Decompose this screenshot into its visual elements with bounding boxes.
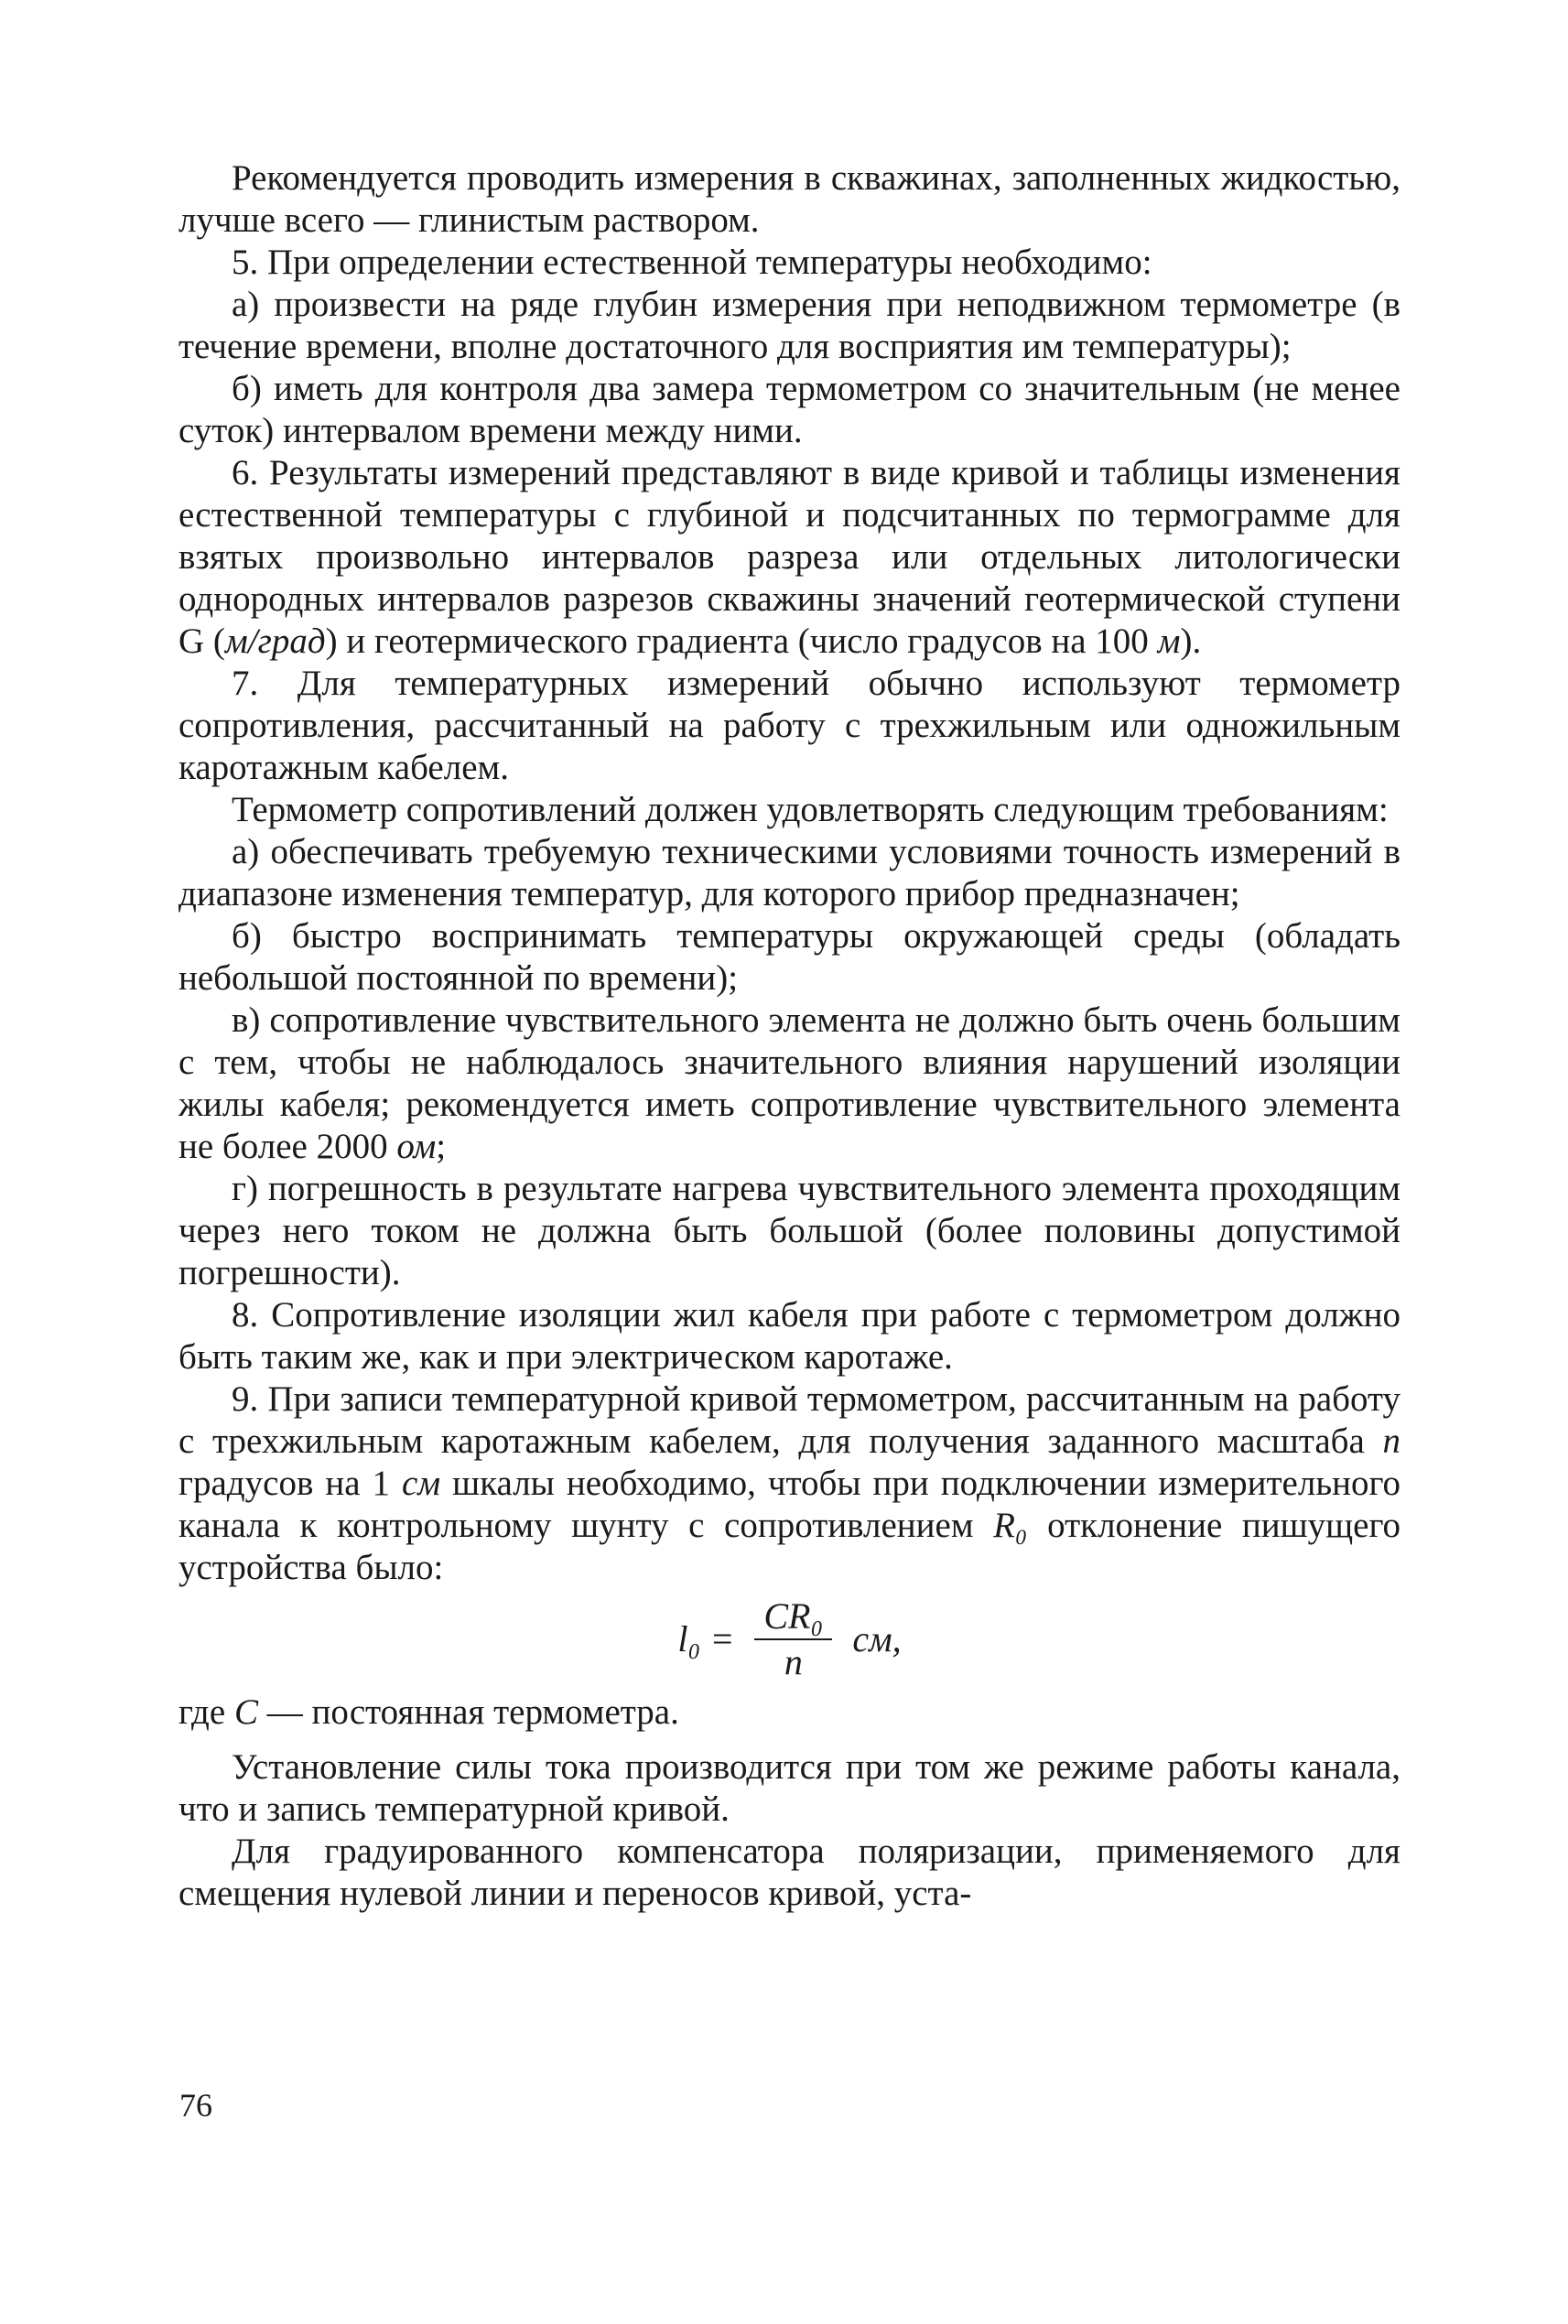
formula-fraction — [754, 1595, 832, 1682]
paragraph-text: а) обеспечивать требуемую техническими условиями точность измерений в диапазоне изменения температур, для которого прибор предназначен; — [178, 832, 1400, 913]
page-number: 76 — [179, 2087, 212, 2124]
paragraph-text: Термометр сопротивлений должен удовлетворять следующим требованиям: — [232, 790, 1389, 829]
paragraph-text: Для градуированного компенсатора поляризации, применяемого для смещения нулевой линии и переносов кривой, уста- — [178, 1832, 1400, 1913]
paragraph-requirement-g — [178, 1168, 1400, 1294]
paragraph-requirement-b — [178, 915, 1400, 1000]
symbol-r0: R₀ — [993, 1506, 1028, 1545]
formula-lhs: l₀ = — [677, 1618, 735, 1659]
paragraph-text: б) быстро воспринимать температуры окружающей среды (обладать небольшой постоянной по времени); — [178, 916, 1400, 998]
unit-cm: см — [401, 1464, 441, 1503]
paragraph-text: а) произвести на ряде глубин измерения при неподвижном термометре (в течение времени, вполне достаточного для восприятия им температуры); — [178, 285, 1400, 366]
paragraph-current-setting — [178, 1746, 1400, 1831]
paragraph-text: градусов на 1 — [178, 1464, 402, 1503]
paragraph-recommendation — [178, 157, 1400, 242]
formula-unit: см, — [852, 1618, 902, 1659]
paragraph-where-c — [178, 1692, 1400, 1734]
unit-m: м — [1157, 622, 1181, 661]
formula-l0 — [178, 1595, 1400, 1682]
paragraph-item-9 — [178, 1378, 1400, 1589]
paragraph-item-8 — [178, 1294, 1400, 1378]
paragraph-text: в) сопротивление чувствительного элемента не должно быть очень большим с тем, чтобы не наблюдалось значительного влияния нарушений изоляции жилы кабеля; рекомендуется иметь сопротивление чувствительного элемента не более 2000 — [178, 1000, 1400, 1166]
paragraph-text: шкалы необходимо, чтобы при подключении измерительного канала к контрольному шунту с сопротивлением — [178, 1464, 1401, 1545]
paragraph-text: где — [178, 1692, 234, 1732]
paragraph-text: 5. При определении естественной температуры необходимо: — [232, 243, 1152, 282]
paragraph-requirement-v — [178, 1000, 1400, 1168]
paragraph-item-5 — [178, 242, 1400, 284]
symbol-c: C — [233, 1692, 258, 1732]
paragraph-text: 6. Результаты измерений представляют в виде кривой и таблицы изменения естественной температуры с глубиной и подсчитанных по термограмме для взятых произвольно интервалов разреза или отдельных литологически однородных интервалов разрезов скважины значений геотермической ступени G ( — [178, 453, 1400, 661]
paragraph-text: б) иметь для контроля два замера термометром со значительным (не менее суток) интервалом времени между ними. — [178, 369, 1400, 450]
formula-denominator: n — [784, 1641, 803, 1682]
paragraph-text: ) и геотермического градиента (число градусов на 100 — [325, 622, 1158, 661]
paragraph-item-5a — [178, 284, 1400, 368]
page-text — [178, 157, 1400, 1915]
paragraph-text: Рекомендуется проводить измерения в скважинах, заполненных жидкостью, лучше всего — глинистым раствором. — [178, 158, 1400, 240]
paragraph-text: Установление силы тока производится при том же режиме работы канала, что и запись температурной кривой. — [178, 1747, 1400, 1829]
paragraph-text: ). — [1180, 622, 1202, 661]
paragraph-item-6 — [178, 452, 1400, 663]
paragraph-text: 9. При записи температурной кривой термометром, рассчитанным на работу с трехжильным каротажным кабелем, для получения заданного масштаба — [178, 1379, 1400, 1461]
paragraph-requirements-intro — [178, 789, 1400, 831]
paragraph-text: ; — [436, 1127, 447, 1166]
paragraph-compensator — [178, 1831, 1400, 1915]
paragraph-item-7 — [178, 663, 1400, 789]
paragraph-item-5b — [178, 368, 1400, 452]
formula-numerator: CR₀ — [754, 1598, 832, 1640]
unit-m-per-grad: м/град — [224, 622, 326, 661]
paragraph-text: отклонение пишущего устройства было: — [178, 1506, 1400, 1587]
paragraph-text: — постоянная термометра. — [257, 1692, 679, 1732]
paragraph-text: 7. Для температурных измерений обычно используют термометр сопротивления, рассчитанный на работу с трехжильным или одножильным каротажным кабелем. — [178, 664, 1400, 787]
paragraph-text: 8. Сопротивление изоляции жил кабеля при работе с термометром должно быть таким же, как и при электрическом каротаже. — [178, 1295, 1400, 1377]
paragraph-text: г) погрешность в результате нагрева чувствительного элемента проходящим через него током не должна быть большой (более половины допустимой погрешности). — [178, 1169, 1400, 1292]
unit-ohm: ом — [396, 1127, 437, 1166]
symbol-n: n — [1382, 1421, 1400, 1461]
paragraph-requirement-a — [178, 831, 1400, 915]
